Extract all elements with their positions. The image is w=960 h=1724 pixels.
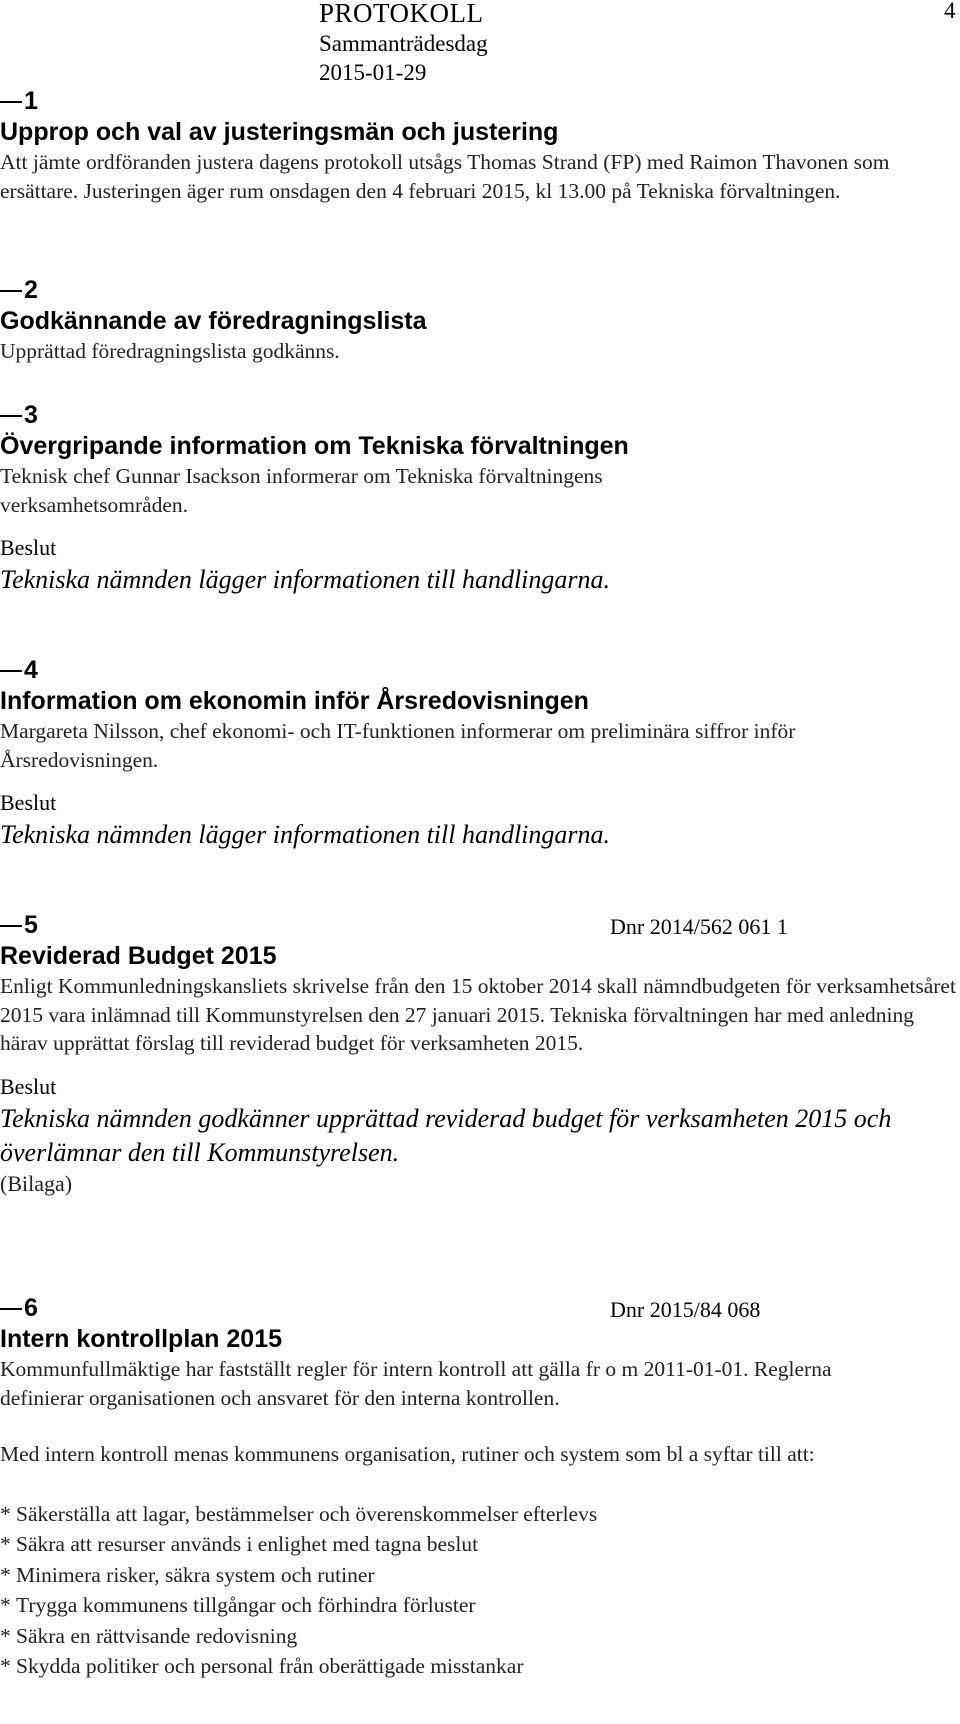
paragraph-sign-icon: [0, 656, 22, 672]
section-1: [0, 86, 960, 205]
meeting-label: Sammanträdesdag: [319, 31, 488, 56]
paragraph-sign-icon: [0, 911, 22, 927]
decision-text: Tekniska nämnden lägger informationen till handlingarna.: [0, 565, 611, 594]
document-title: PROTOKOLL: [319, 0, 484, 28]
asterisk-icon: *: [0, 1562, 11, 1587]
section-body: Kommunfullmäktige har fastställt regler för intern kontroll att gälla fr o m 2011-01-01. Reglerna definierar organisationen och ansvaret för den interna kontrollen.: [0, 1357, 832, 1410]
section-number: 2: [0, 275, 960, 305]
asterisk-icon: *: [0, 1501, 11, 1526]
section-heading: Intern kontrollplan 2015: [0, 1325, 283, 1353]
section-heading: Övergripande information om Tekniska förvaltningen: [0, 432, 629, 460]
section-body: Teknisk chef Gunnar Isackson informerar om Tekniska förvaltningens verksamhetsområden.: [0, 464, 603, 517]
list-item: * Trygga kommunens tillgångar och förhindra förluster: [0, 1590, 960, 1621]
page-number: 4: [944, 0, 956, 23]
section-body-2: Med intern kontroll menas kommunens organisation, rutiner och system som bl a syftar till att:: [0, 1442, 815, 1466]
section-number: 6 Dnr 2015/84 068: [0, 1293, 960, 1323]
section-body: Att jämte ordföranden justera dagens protokoll utsågs Thomas Strand (FP) med Raimon Thavonen som ersättare. Justeringen äger rum onsdagen den 4 februari 2015, kl 13.00 på Tekniska förvaltningen.: [0, 150, 890, 203]
paragraph-sign-icon: [0, 87, 22, 103]
section-4: [0, 655, 960, 852]
list-item: * Säkra att resurser används i enlighet med tagna beslut: [0, 1529, 960, 1560]
list-item: * Minimera risker, säkra system och rutiner: [0, 1560, 960, 1591]
section-number: 3: [0, 400, 960, 430]
paragraph-sign-icon: [0, 276, 22, 292]
paragraph-sign-icon: [0, 1294, 22, 1310]
section-heading: Upprop och val av justeringsmän och justering: [0, 118, 559, 146]
paragraph-sign-icon: [0, 401, 22, 417]
asterisk-icon: *: [0, 1654, 11, 1678]
section-heading: Information om ekonomin inför Årsredovisningen: [0, 687, 589, 715]
asterisk-icon: *: [0, 1593, 11, 1617]
section-body: Enligt Kommunledningskansliets skrivelse från den 15 oktober 2014 skall nämndbudgeten för verksamhetsåret 2015 vara inlämnad till Kommunstyrelsen den 27 januari 2015. Tekniska förvaltningen har med anledning härav upprättat förslag till reviderad budget för verksamheten 2015.: [0, 974, 956, 1055]
list-item: * Skydda politiker och personal från oberättigade misstankar: [0, 1651, 960, 1682]
section-number: 4: [0, 655, 960, 685]
section-heading: Reviderad Budget 2015: [0, 942, 277, 970]
diary-number: Dnr 2014/562 061 1: [610, 914, 788, 939]
decision-text: Tekniska nämnden godkänner upprättad reviderad budget för verksamheten 2015 och överlämnar den till Kommunstyrelsen.: [0, 1103, 892, 1167]
asterisk-icon: *: [0, 1623, 11, 1648]
decision-label: Beslut: [0, 1073, 57, 1099]
diary-number: Dnr 2015/84 068: [610, 1297, 761, 1322]
list-item: * Säkra en rättvisande redovisning: [0, 1621, 960, 1652]
section-number: 1: [0, 86, 960, 116]
asterisk-icon: *: [0, 1532, 11, 1556]
meeting-date: 2015-01-29: [319, 60, 427, 85]
decision-text: Tekniska nämnden lägger informationen till handlingarna.: [0, 820, 611, 849]
decision-label: Beslut: [0, 790, 57, 815]
section-body: Upprättad föredragningslista godkänns.: [0, 339, 340, 363]
section-2: [0, 275, 960, 366]
section-body: Margareta Nilsson, chef ekonomi- och IT-funktionen informerar om preliminära siffror inför Årsredovisningen.: [0, 719, 796, 772]
section-5: [0, 910, 960, 1198]
list-item: * Säkerställa att lagar, bestämmelser och överenskommelser efterlevs: [0, 1499, 960, 1530]
section-heading: Godkännande av föredragningslista: [0, 307, 427, 335]
attachment-note: (Bilaga): [0, 1170, 73, 1196]
bullet-list: [0, 1499, 960, 1682]
section-3: [0, 400, 960, 597]
decision-label: Beslut: [0, 535, 57, 560]
section-number: 5 Dnr 2014/562 061 1: [0, 910, 960, 940]
section-6: [0, 1293, 960, 1682]
